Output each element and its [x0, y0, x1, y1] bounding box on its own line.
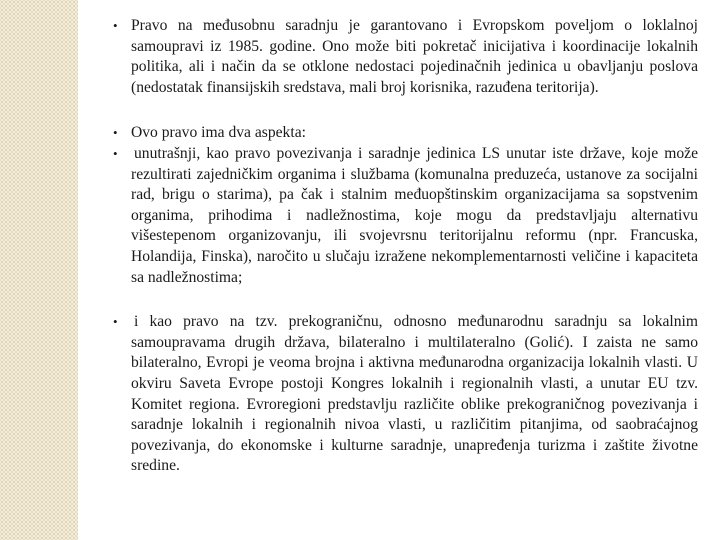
decorative-side-strip — [0, 0, 78, 540]
bullet-paragraph — [110, 144, 698, 288]
bullet-text: unutrašnji, kao pravo povezivanja i saradnje jedinica LS unutar iste države, koje može rezultirati zajedničkim organima i službama (komunalna preduzeća, ustanove za socijalni rad, brigu o starima), pa čak i stalnim međuopštinskim organizacijama sa sopstvenim organima, prihodima i nadležnostima, koje mogu da predstavljaju alternativu višestepenom organizovanju, ili svojevrsnu teritorijalnu reformu (npr. Francuska, Holandija, Finska), naročito u slučaju izražene nekomplementarnosti veličine i kapaciteta sa nadležnostima; — [131, 144, 698, 286]
slide-content — [110, 16, 698, 477]
bullet-text: Pravo na međusobnu saradnju je garantovano i Evropskom poveljom o loklalnoj samoupravi iz 1985. godine. Ono može biti pokretač inicijativa i koordinacije lokalnih politika, ali i način da se otklone nedostaci pojedinačnih jedinica u obavljanju poslova (nedostatak finansijskih sredstava, mali broj korisnika, razuđena teritorija). — [131, 17, 698, 96]
bullet-text: i kao pravo na tzv. prekograničnu, odnosno međunarodnu saradnju sa lokalnim samoupravama drugih država, bilateralno i multilateralno (Golić). I zaista ne samo bilateralno, Evropi je veoma brojna i aktivna međunarodna organizacija lokalnih vlasti. U okviru Saveta Evrope postoji Kongres lokalnih i regionalnih vlasti, a unutar EU tzv. Komitet regiona. Evroregioni predstavlju različite oblike prekograničnog povezivanja i saradnje lokalnih i regionalnih nivoa vlasti, u različitim pitanjima, od saobraćajnog povezivanja, do ekonomske i kulturne saradnje, unapređenja turizma i zaštite životne sredine. — [131, 313, 698, 475]
bullet-marker: • — [113, 314, 118, 330]
bullet-paragraph — [110, 123, 698, 144]
bullet-text: Ovo pravo ima dva aspekta: — [131, 124, 306, 142]
bullet-marker: • — [113, 125, 118, 141]
bullet-paragraph — [110, 16, 698, 98]
bullet-paragraph — [110, 312, 698, 477]
bullet-marker: • — [113, 18, 118, 33]
bullet-marker: • — [113, 145, 118, 161]
